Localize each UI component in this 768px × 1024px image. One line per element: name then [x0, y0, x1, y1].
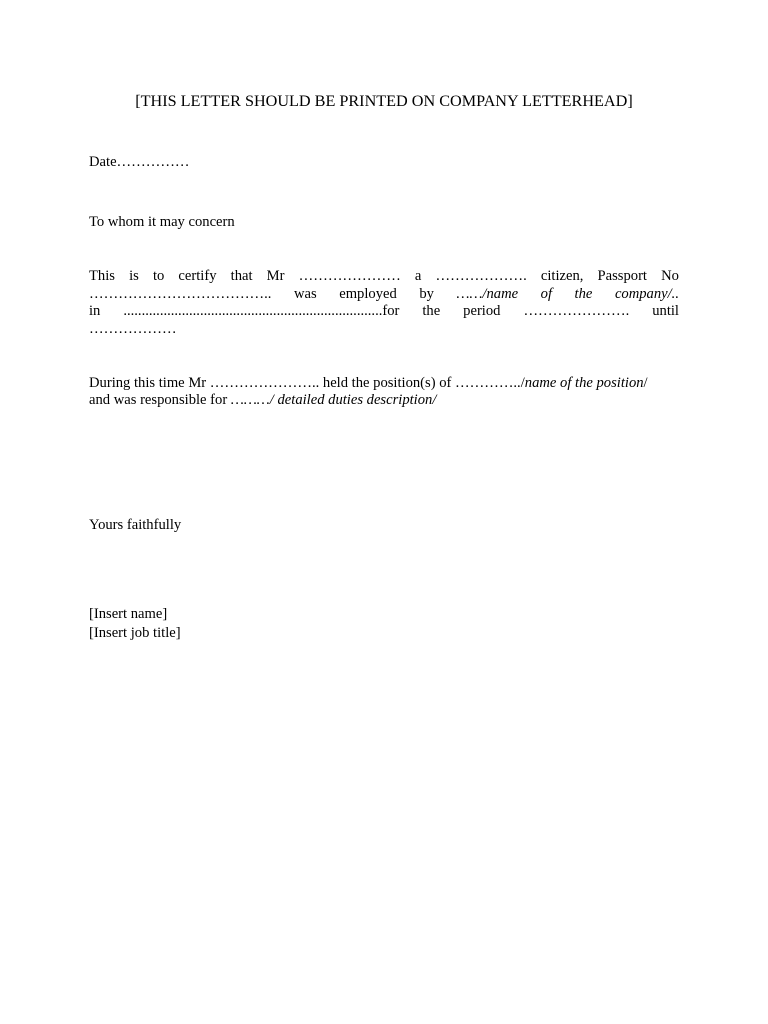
- word: Passport: [597, 268, 647, 284]
- certify-line-1: [89, 267, 679, 285]
- name-blank: …………………: [298, 268, 401, 284]
- duties-placeholder: ………/ detailed duties description/: [230, 392, 437, 408]
- word: was: [293, 286, 317, 302]
- closing: Yours faithfully: [89, 517, 182, 533]
- word: the: [422, 303, 441, 319]
- word: until: [652, 303, 679, 319]
- passport-blank: ………………………………..: [89, 286, 272, 302]
- word: certify: [178, 268, 217, 284]
- position-slash: /: [643, 375, 648, 391]
- word: by: [419, 286, 434, 302]
- company-placeholder: ……/name: [456, 286, 519, 302]
- certify-line-2: [89, 285, 679, 303]
- duties-text: and was responsible for: [89, 392, 231, 408]
- citizenship-blank: ……………….: [435, 268, 527, 284]
- word: No: [661, 268, 679, 284]
- word: This: [89, 268, 115, 284]
- start-date-blank: ………………….: [523, 303, 630, 319]
- word: period: [463, 303, 501, 319]
- date-line: Date……………: [89, 154, 190, 170]
- location-blank: .......................................................................for: [123, 303, 400, 319]
- position-text: During this time Mr ………………….. held the position(s) of …………../: [89, 375, 525, 391]
- company-placeholder: the: [574, 286, 593, 302]
- word: that: [230, 268, 253, 284]
- word: to: [152, 268, 165, 284]
- certify-line-3: [89, 302, 679, 320]
- word: Mr: [266, 268, 285, 284]
- duties-line: [89, 391, 436, 409]
- company-placeholder: of: [540, 286, 552, 302]
- word: citizen,: [540, 268, 584, 284]
- letterhead-notice: [THIS LETTER SHOULD BE PRINTED ON COMPANY LETTERHEAD]: [135, 92, 633, 110]
- position-line: [89, 374, 648, 392]
- signature-name: [Insert name]: [89, 606, 168, 622]
- word: a: [414, 268, 422, 284]
- word: in: [89, 303, 101, 319]
- end-date-blank: ………………: [89, 321, 177, 337]
- position-placeholder: name of the position: [524, 375, 644, 391]
- signature-job-title: [Insert job title]: [89, 625, 181, 641]
- salutation: To whom it may concern: [89, 214, 235, 230]
- word: employed: [339, 286, 397, 302]
- company-placeholder: company/..: [614, 286, 679, 302]
- word: is: [129, 268, 139, 284]
